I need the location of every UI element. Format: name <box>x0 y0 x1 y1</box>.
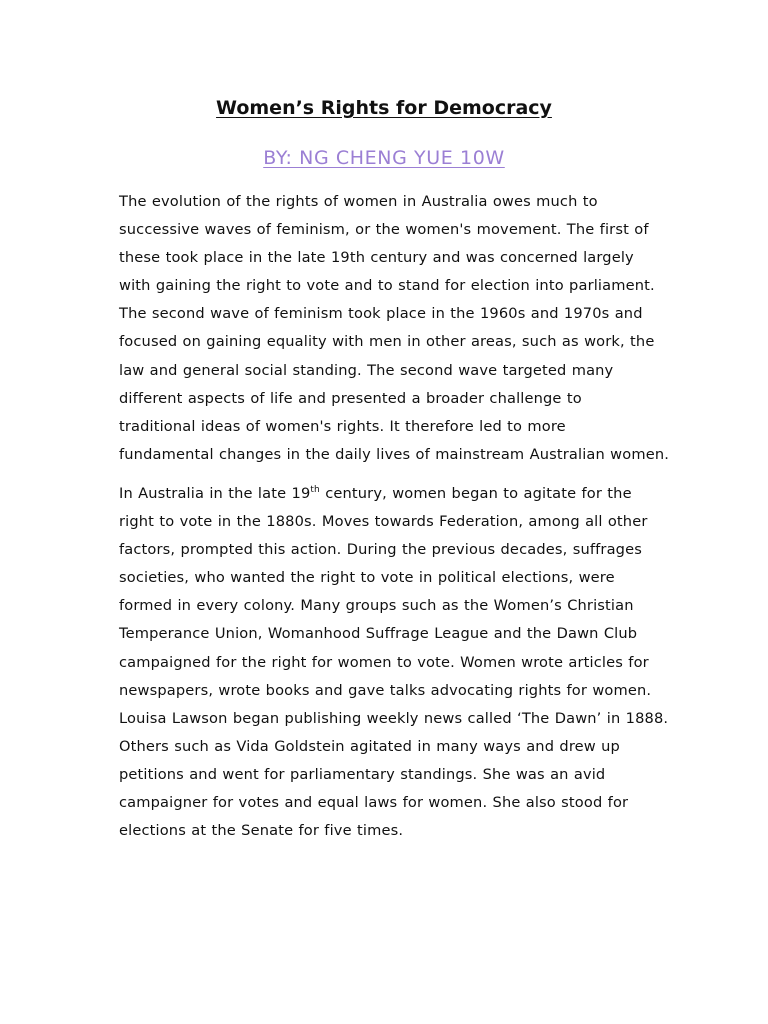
paragraph-2-line: right to vote in the 1880s. Moves towards Federation, among all other <box>119 513 648 531</box>
paragraph-2-line: Louisa Lawson began publishing weekly news called ‘The Dawn’ in 1888. <box>119 709 669 727</box>
paragraph-2-line: newspapers, wrote books and gave talks advocating rights for women. <box>119 681 652 699</box>
paragraph-2-line: elections at the Senate for five times. <box>119 822 404 840</box>
paragraph-2 <box>119 480 679 845</box>
paragraph-2-line: Temperance Union, Womanhood Suffrage League and the Dawn Club <box>119 625 638 643</box>
author-byline-text: BY: NG CHENG YUE 10W <box>263 147 505 169</box>
superscript-th: th <box>310 485 320 495</box>
paragraph-1-line: focused on gaining equality with men in other areas, such as work, the <box>119 333 655 351</box>
paragraph-2-first-line-end: century, women began to agitate for the <box>319 485 632 502</box>
paragraph-2-line: petitions and went for parliamentary standings. She was an avid <box>119 765 606 783</box>
paragraph-2-first-line <box>119 480 679 508</box>
paragraph-1-line: law and general social standing. The second wave targeted many <box>119 361 614 379</box>
paragraph-1-line: these took place in the late 19th century and was concerned largely <box>119 249 634 267</box>
paragraph-1-line: with gaining the right to vote and to stand for election into parliament. <box>119 277 655 295</box>
paragraph-1-line: fundamental changes in the daily lives of mainstream Australian women. <box>119 445 670 463</box>
paragraph-1-line: successive waves of feminism, or the women's movement. The first of <box>119 221 649 239</box>
paragraph-2-line: campaigner for votes and equal laws for women. She also stood for <box>119 794 629 812</box>
paragraph-1-line: The second wave of feminism took place in the 1960s and 1970s and <box>119 305 643 323</box>
paragraph-2-line: factors, prompted this action. During the previous decades, suffrages <box>119 541 642 559</box>
paragraph-2-line: Others such as Vida Goldstein agitated in many ways and drew up <box>119 737 620 755</box>
paragraph-2-line: formed in every colony. Many groups such as the Women’s Christian <box>119 597 634 615</box>
paragraph-1-line: different aspects of life and presented a broader challenge to <box>119 389 582 407</box>
document-title <box>0 94 768 122</box>
paragraph-1 <box>119 188 679 469</box>
author-byline <box>0 144 768 172</box>
paragraph-1-line: The evolution of the rights of women in Australia owes much to <box>119 193 598 210</box>
paragraph-2-line: societies, who wanted the right to vote in political elections, were <box>119 569 615 587</box>
document-title-text: Women’s Rights for Democracy <box>216 97 552 119</box>
paragraph-2-first-line-start: In Australia in the late 19 <box>119 485 311 502</box>
paragraph-2-line: campaigned for the right for women to vote. Women wrote articles for <box>119 653 649 671</box>
paragraph-1-line: traditional ideas of women's rights. It therefore led to more <box>119 417 566 435</box>
